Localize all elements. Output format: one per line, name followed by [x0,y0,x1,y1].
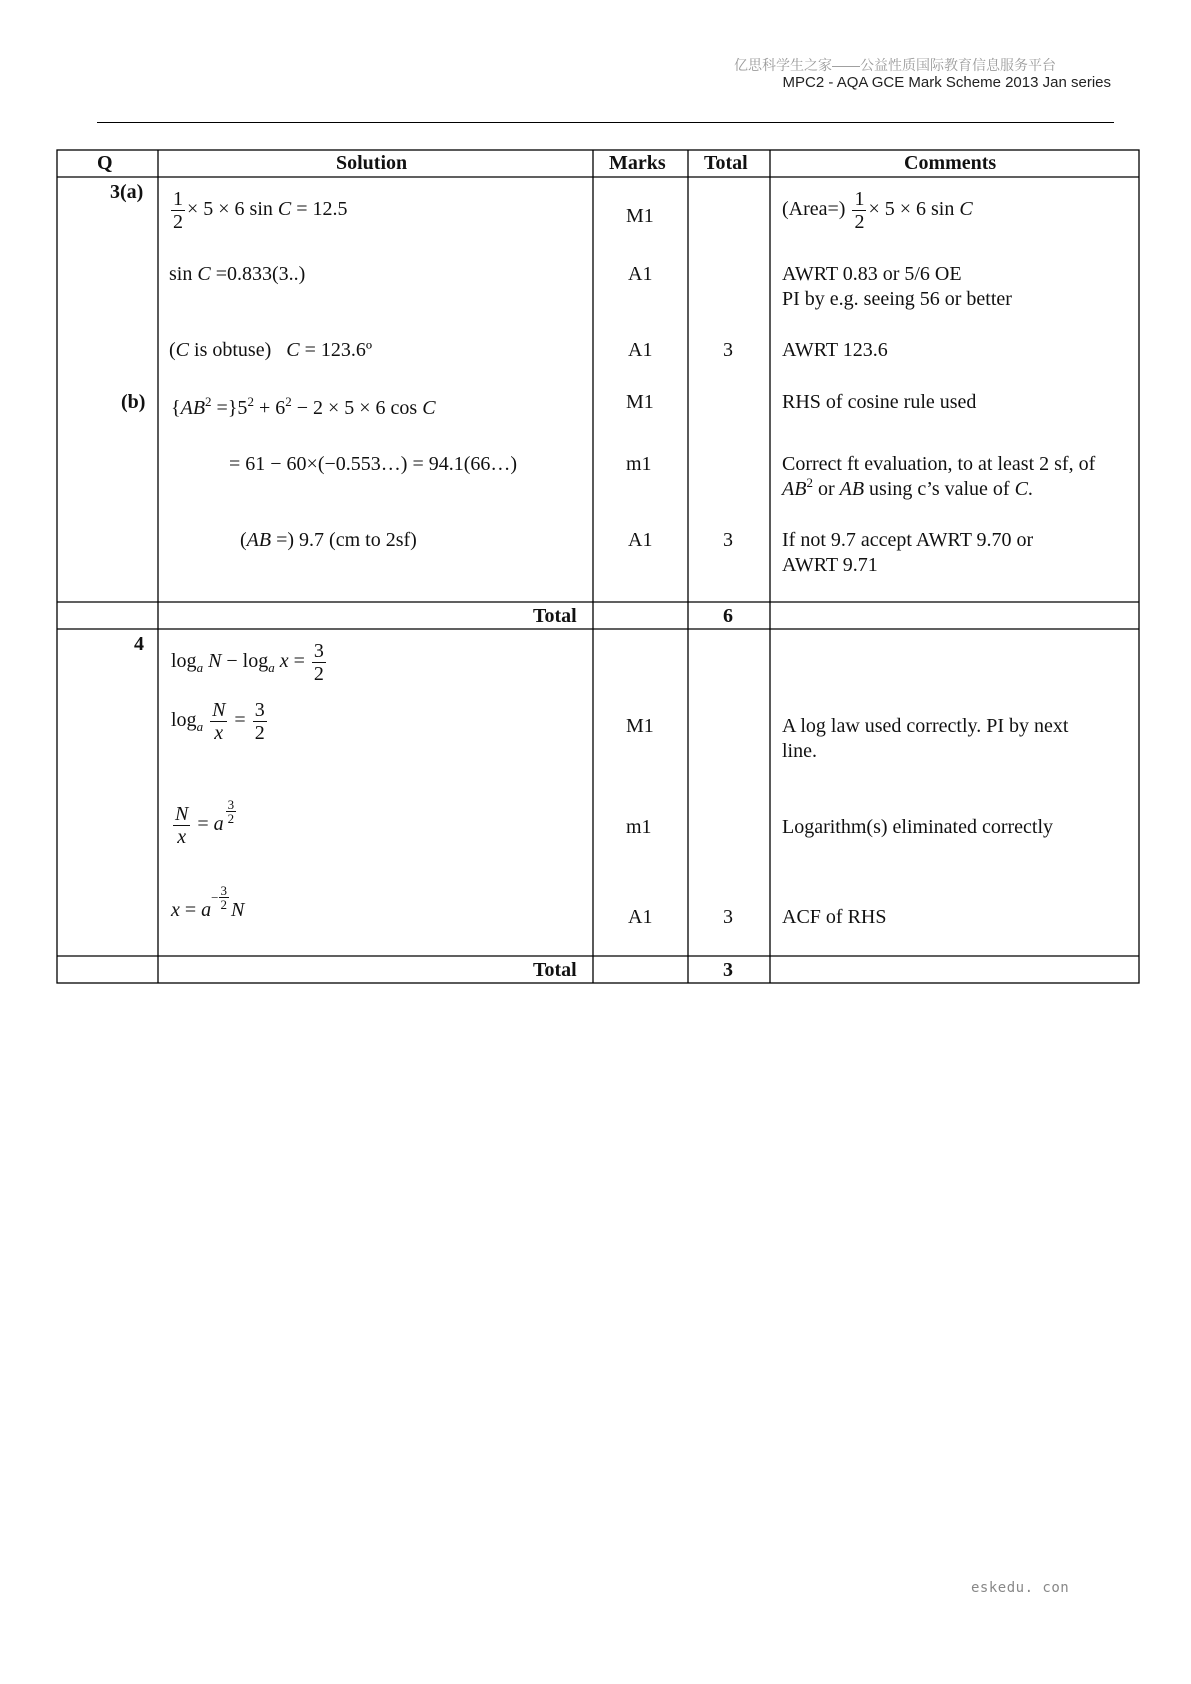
q4-comment-3: ACF of RHS [782,906,887,928]
q3-comment-5b: $AB^2$ or AB using c’s value of C. [782,475,1033,500]
q3-comment-4: RHS of cosine rule used [782,391,977,413]
q3-comment-6b: AWRT 9.71 [782,554,878,576]
q3-comment-6a: If not 9.7 accept AWRT 9.70 or [782,529,1034,551]
q3-solution-step-3: (C is obtuse) C = 123.6º [169,339,373,361]
q3-solution-step-2: sin C =0.833(3..) [169,263,306,285]
q4-mark-3: A1 [628,906,653,928]
question-4-label: 4 [134,633,144,655]
header-rule [97,122,1114,123]
total-row-2-value: 3 [723,959,733,981]
q4-solution-step-2: $\log_a$ $\frac{N}{x}$ = $\frac{3}{2}$ [171,699,265,744]
col-header-total: Total [704,152,748,174]
exponent-fraction: $\frac{3}{2}$ [220,883,228,912]
question-3b-label: (b) [121,391,146,413]
q4-comment-1a: A log law used correctly. PI by next [782,715,1069,737]
q3-mark-6: A1 [628,529,653,551]
q3-solution-step-4: $\{AB^2 =\}5^2 + 6^2 - 2 \times 5 \times 6$ cos C [171,394,436,419]
q3-comment-5a: Correct ft evaluation, to at least 2 sf, of [782,453,1096,475]
header-chinese: 亿思科学生之家——公益性质国际教育信息服务平台 [734,57,1056,73]
exponent-fraction: $\frac{3}{2}$ [227,797,235,826]
question-3a-label: 3(a) [110,181,144,203]
q4-comment-2: Logarithm(s) eliminated correctly [782,816,1054,838]
q4-solution-step-4: x = a− $\frac{3}{2}$ N [171,883,245,922]
q3-solution-step-5: = 61 − 60×(−0.553…) = 94.1(66…) [229,453,518,475]
q3-comment-2b: PI by e.g. seeing 56 or better [782,288,1012,310]
q3-mark-5: m1 [626,453,652,475]
header-title: MPC2 - AQA GCE Mark Scheme 2013 Jan series [782,74,1111,91]
q3-comment-1: (Area=) $\frac{1}{2}$ × 5 × 6 sin C [782,188,973,233]
q4-total: 3 [723,906,733,928]
q4-mark-2: m1 [626,816,652,838]
q3b-total: 3 [723,529,733,551]
col-header-solution: Solution [336,152,408,174]
q3-mark-1: M1 [626,205,654,227]
total-row-1-label: Total [533,605,577,627]
fraction: $\frac{1}{2}$ [173,188,183,233]
footer-watermark: eskedu. con [971,1580,1070,1596]
fraction: $\frac{1}{2}$ [854,188,865,233]
q4-solution-step-3: $\frac{N}{x}$ = a $\frac{3}{2}$ [175,797,235,848]
q4-mark-1: M1 [626,715,654,737]
col-header-q: Q [97,152,113,174]
fraction: $\frac{3}{2}$ [313,640,324,685]
q3-mark-2: A1 [628,263,653,285]
q3-solution-step-6: (AB =) 9.7 (cm to 2sf) [240,529,417,551]
q4-comment-1b: line. [782,740,817,762]
q3-solution-step-1: $\frac{1}{2}$ × 5 × 6 sin C = 12.5 [173,188,348,233]
fraction: $\frac{3}{2}$ [254,699,265,744]
total-row-1-value: 6 [723,605,733,627]
q3-comment-3: AWRT 123.6 [782,339,888,361]
q3-mark-3: A1 [628,339,653,361]
q4-solution-step-1: $\log_a N - \log_a x$ = $\frac{3}{2}$ [171,640,324,685]
fraction: $\frac{N}{x}$ [175,803,189,848]
col-header-marks: Marks [609,152,666,174]
q3-comment-2a: AWRT 0.83 or 5/6 OE [782,263,962,285]
fraction: $\frac{N}{x}$ [212,699,226,744]
total-row-2-label: Total [533,959,577,981]
q3a-total: 3 [723,339,733,361]
q3-mark-4: M1 [626,391,654,413]
col-header-comments: Comments [904,152,997,174]
